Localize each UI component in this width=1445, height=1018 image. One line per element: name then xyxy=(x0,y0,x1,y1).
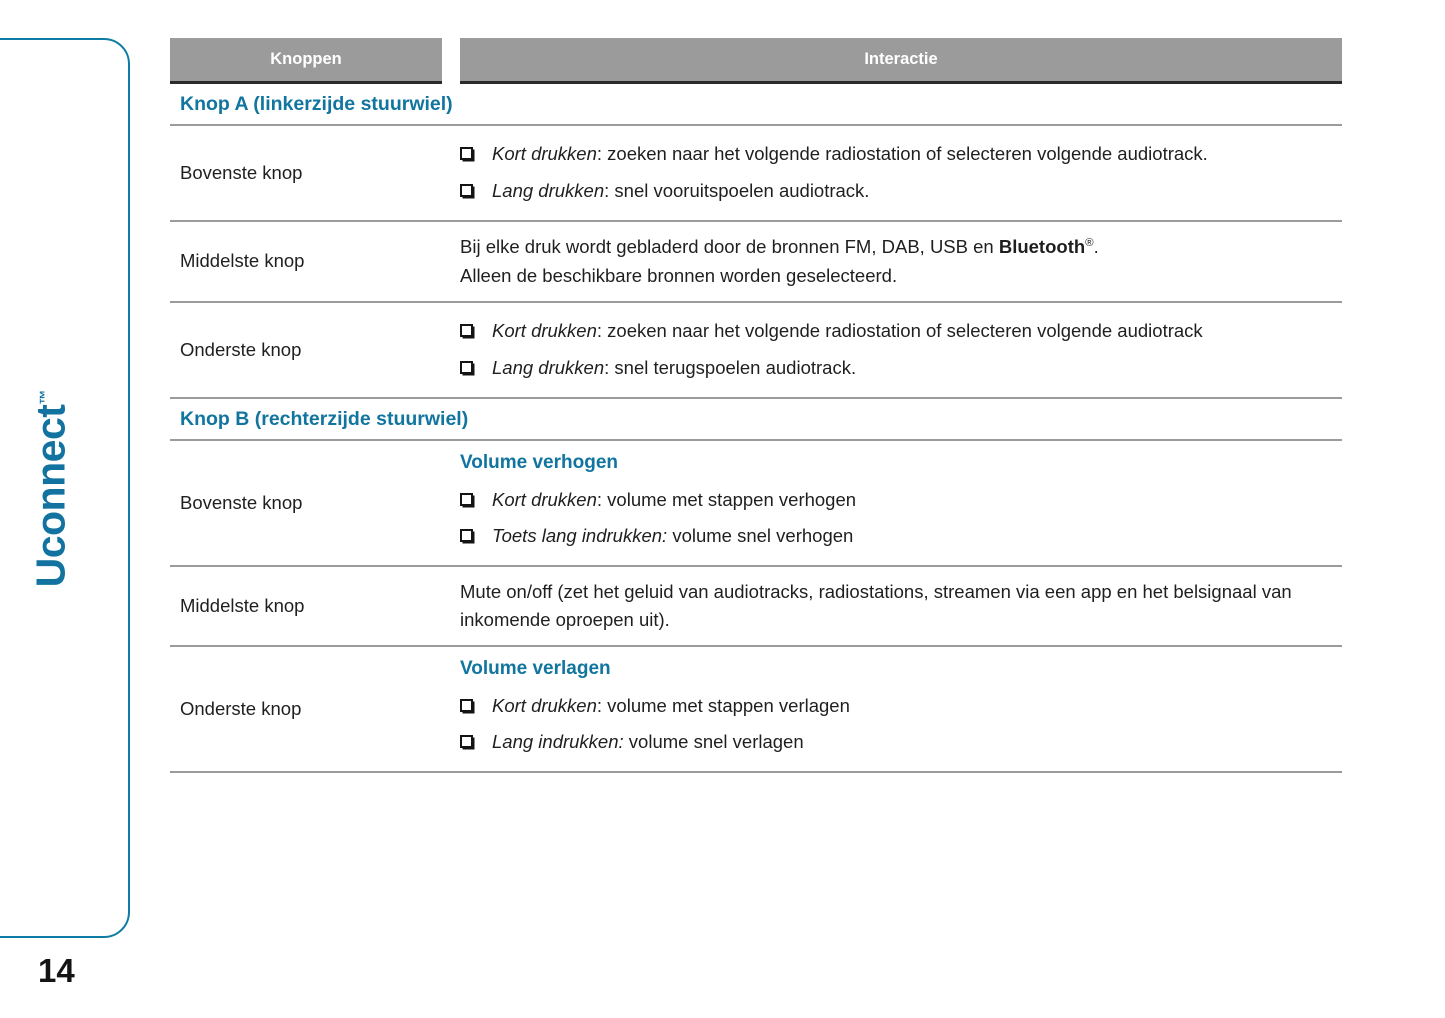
row-label: Bovenste knop xyxy=(180,491,303,513)
square-bullet-icon xyxy=(460,147,473,160)
bullet-emphasis: Toets lang indrukken: xyxy=(492,525,668,547)
table-header-gap xyxy=(442,38,460,84)
square-bullet-icon xyxy=(460,699,473,712)
table-row xyxy=(170,567,1342,647)
line-before: Bij elke druk wordt gebladerd door de bronnen FM, DAB, USB en xyxy=(460,235,999,257)
section-heading-knop-b: Knop B (rechterzijde stuurwiel) xyxy=(170,399,1342,441)
square-bullet-icon xyxy=(460,361,473,374)
row-body xyxy=(460,303,1342,397)
bullet-emphasis: Lang indrukken: xyxy=(492,731,624,753)
bullet-emphasis: Kort drukken xyxy=(492,488,597,510)
bullet-text xyxy=(492,523,1336,550)
bullet-text xyxy=(492,693,1336,720)
bullet-rest: : snel terugspoelen audiotrack. xyxy=(604,356,857,378)
bullet-item xyxy=(460,141,1336,168)
plain-text-line xyxy=(460,578,1336,634)
button-interaction-table xyxy=(170,38,1342,773)
table-row xyxy=(170,222,1342,304)
bullet-emphasis: Kort drukken xyxy=(492,143,597,164)
bullet-emphasis: Lang drukken xyxy=(492,179,605,201)
line-before: Alleen de beschikbare bronnen worden geselecteerd. xyxy=(460,265,898,287)
row-label: Middelste knop xyxy=(180,250,305,272)
square-bullet-icon xyxy=(460,184,473,197)
row-subheading: Volume verlagen xyxy=(460,657,611,679)
plain-text-line xyxy=(460,262,1336,290)
table-row xyxy=(170,303,1342,399)
bullet-rest: volume snel verhogen xyxy=(667,525,854,547)
row-subheading: Volume verhogen xyxy=(460,451,619,473)
bullet-text xyxy=(492,729,1336,756)
line-after: . xyxy=(1093,235,1099,257)
square-bullet-icon xyxy=(460,735,473,748)
section-heading-knop-a: Knop A (linkerzijde stuurwiel) xyxy=(170,84,1342,126)
bullet-item xyxy=(460,318,1336,345)
brand-logo xyxy=(0,40,128,936)
registered-mark: ® xyxy=(1085,236,1094,249)
row-label: Bovenste knop xyxy=(180,161,303,183)
table-row xyxy=(170,126,1342,222)
plain-text-line xyxy=(460,233,1336,261)
table-header-row xyxy=(170,38,1342,84)
bullet-rest: : volume met stappen verlagen xyxy=(596,694,850,716)
bullet-item xyxy=(460,693,1336,720)
bullet-emphasis: Kort drukken xyxy=(492,320,597,342)
row-label: Middelste knop xyxy=(180,594,305,616)
brand-label-rotated xyxy=(28,389,75,587)
bullet-item xyxy=(460,178,1336,205)
bullet-text xyxy=(492,178,1336,205)
table-row xyxy=(170,441,1342,567)
bullet-text xyxy=(492,141,1336,168)
square-bullet-icon xyxy=(460,529,473,542)
bullet-rest: : zoeken naar het volgende radiostation of selecteren volgende audiotrack. xyxy=(596,143,1208,164)
bullet-emphasis: Kort drukken xyxy=(492,694,597,716)
bullet-rest: : zoeken naar het volgende radiostation of selecteren volgende audiotrack xyxy=(596,320,1203,342)
row-body xyxy=(460,441,1342,565)
row-body xyxy=(460,647,1342,771)
line-bold: Bluetooth xyxy=(998,235,1086,257)
bullet-rest: : volume met stappen verhogen xyxy=(596,488,857,510)
brand-name: Uconnect xyxy=(27,404,74,587)
page-number: 14 xyxy=(38,952,75,989)
bullet-item xyxy=(460,355,1336,382)
row-body xyxy=(460,126,1342,220)
trademark-symbol: ™ xyxy=(36,389,54,405)
table-header-interaction: Interactie xyxy=(460,38,1342,84)
bullet-text xyxy=(492,355,1336,382)
row-label: Onderste knop xyxy=(180,697,302,719)
square-bullet-icon xyxy=(460,324,473,337)
row-body xyxy=(460,567,1342,645)
sidebar-tab xyxy=(0,38,130,938)
bullet-rest: : snel vooruitspoelen audiotrack. xyxy=(604,179,870,201)
table-header-buttons: Knoppen xyxy=(170,38,442,84)
row-body xyxy=(460,222,1342,302)
bullet-item xyxy=(460,729,1336,756)
line-before: Mute on/off (zet het geluid van audiotracks, radiostations, streamen via een app en het belsignaal van inkomende oproepen uit). xyxy=(460,581,1292,630)
bullet-item xyxy=(460,487,1336,514)
table-row xyxy=(170,647,1342,773)
row-label: Onderste knop xyxy=(180,338,302,360)
bullet-text xyxy=(492,318,1336,345)
bullet-rest: volume snel verlagen xyxy=(623,731,804,753)
bullet-text xyxy=(492,487,1336,514)
bullet-item xyxy=(460,523,1336,550)
square-bullet-icon xyxy=(460,493,473,506)
bullet-emphasis: Lang drukken xyxy=(492,356,605,378)
